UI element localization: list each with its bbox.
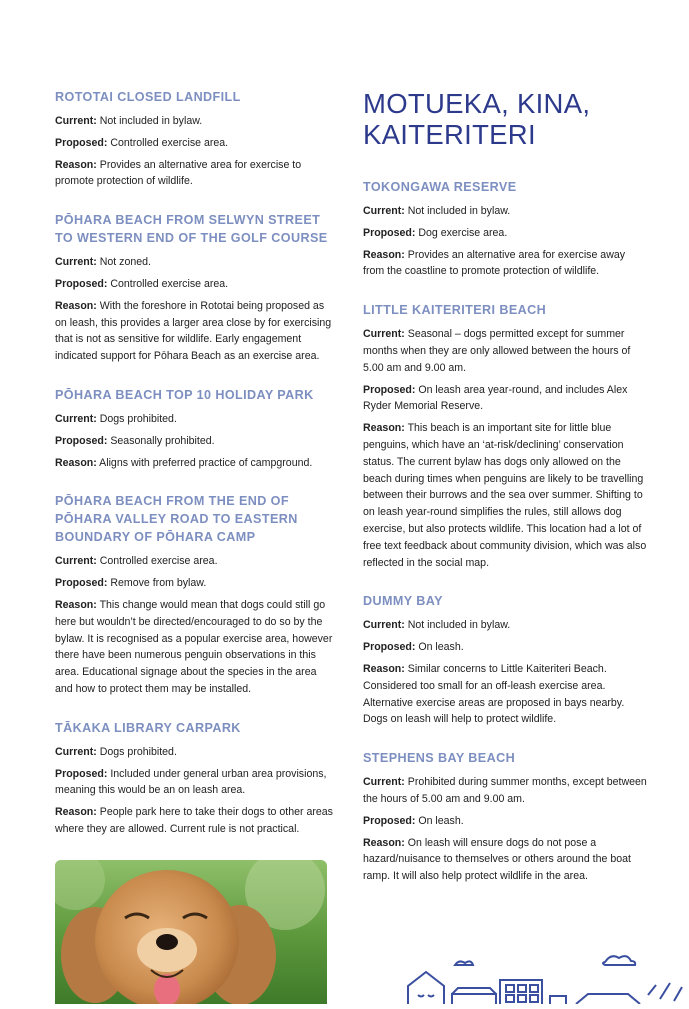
section-heading-line: PŌHARA BEACH FROM THE END OF [55,494,289,509]
section-heading [55,492,333,546]
left-sections [55,88,333,838]
reason-line [55,597,333,698]
section [55,386,333,471]
reason-value: People park here to take their dogs to other areas where they are allowed. Current rule is not practical. [55,806,333,835]
reason-value: Similar concerns to Little Kaiteriteri Beach. Considered too small for an off-leash exercise area. Alternative exercise areas are proposed in bays nearby. Dogs on leash will help to protect wildlife. [363,662,625,726]
current-line [363,326,648,376]
proposed-line [55,766,333,800]
section-heading-line: PŌHARA VALLEY ROAD TO EASTERN [55,512,298,527]
proposed-label: Proposed: [363,226,416,239]
section [55,211,333,365]
section-heading [363,178,648,196]
proposed-value: Controlled exercise area. [110,136,229,149]
reason-value: Provides an alternative area for exercise away from the coastline to promote protection of wildlife. [363,248,626,278]
section-heading-line: TĀKAKA LIBRARY CARPARK [55,720,241,735]
proposed-label: Proposed: [55,434,108,447]
reason-label: Reason: [55,806,97,819]
section [363,301,648,571]
section-heading-line: TO WESTERN END OF THE GOLF COURSE [55,231,328,246]
section-heading [55,719,333,737]
proposed-label: Proposed: [55,767,108,780]
section [55,492,333,697]
current-value: Dogs prohibited. [99,412,177,425]
section [55,719,333,838]
current-label: Current: [55,412,97,425]
current-line [363,617,648,634]
trees-icon [648,983,682,1001]
current-value: Controlled exercise area. [99,555,218,568]
proposed-line [363,382,648,416]
boat-icon [576,994,640,1004]
house-icon [408,972,444,1004]
current-value: Not included in bylaw. [407,205,511,217]
section-heading-line: ROTOTAI CLOSED LANDFILL [55,90,241,104]
reason-label: Reason: [55,158,97,171]
reason-line [55,804,333,838]
current-value: Prohibited during summer months, except between the hours of 5.00 am and 9.00 am. [363,776,647,805]
current-label: Current: [363,205,405,217]
proposed-line [55,135,333,152]
reason-label: Reason: [55,598,97,611]
section [363,178,648,280]
reason-label: Reason: [55,299,97,312]
section-heading [55,211,333,247]
current-value: Not zoned. [99,256,151,269]
proposed-label: Proposed: [363,383,416,396]
proposed-value: Included under general urban area provisions, meaning this would be an on leash area. [55,767,327,797]
proposed-label: Proposed: [55,277,108,290]
right-column [363,88,648,906]
page-title-line-1: MOTUEKA, KINA, [363,88,591,119]
awning-icon [452,988,496,1004]
proposed-label: Proposed: [363,814,416,827]
section-heading [363,301,648,319]
proposed-line [55,276,333,293]
proposed-value: Seasonally prohibited. [110,434,215,447]
proposed-value: On leash. [418,814,464,827]
reason-label: Reason: [363,662,405,675]
reason-line [363,835,648,885]
reason-label: Reason: [55,456,97,469]
section-heading-line: DUMMY BAY [363,594,443,609]
proposed-label: Proposed: [55,577,108,590]
reason-line [55,157,333,191]
section [55,88,333,190]
current-line [55,411,333,428]
puppy-photo [55,860,327,1004]
section-heading-line: PŌHARA BEACH FROM SELWYN STREET [55,213,321,228]
cloud-icon-small [455,961,473,965]
current-label: Current: [55,745,97,758]
proposed-line [363,225,648,242]
current-line [363,203,648,220]
section-heading-line: STEPHENS BAY BEACH [363,751,516,766]
current-line [55,254,333,271]
proposed-value: Remove from bylaw. [110,577,207,590]
section-heading [363,749,648,767]
reason-value: With the foreshore in Rototai being proposed as on leash, this provides a larger area close by for exercising that is not as sensitive for wildlife. Early engagement indicated support for Pōhara Beach as an exercise area. [55,299,332,363]
reason-label: Reason: [363,836,405,849]
right-sections [363,178,648,885]
current-value: Seasonal – dogs permitted except for summer months when they are only allowed between the hours of 5.00 am and 9.00 am. [363,328,631,374]
proposed-line [55,575,333,592]
section-heading-line: LITTLE KAITERITERI BEACH [363,303,547,318]
proposed-value: On leash. [418,641,464,654]
page-title [363,88,648,150]
current-label: Current: [55,256,97,269]
proposed-value: Controlled exercise area. [110,277,229,290]
section-heading [363,592,648,610]
current-value: Not included in bylaw. [407,619,511,632]
cloud-icon [603,956,635,965]
section-heading-line: PŌHARA BEACH TOP 10 HOLIDAY PARK [55,387,314,402]
reason-line [363,247,648,281]
reason-value: Aligns with preferred practice of campground. [99,456,313,469]
reason-line [363,661,648,728]
section-heading-line: BOUNDARY OF PŌHARA CAMP [55,530,256,545]
current-label: Current: [55,555,97,568]
current-line [55,113,333,130]
reason-value: On leash will ensure dogs do not pose a hazard/nuisance to themselves or others around the boat ramp. It will also help protect wildlife in the area. [363,836,631,883]
page-title-line-2: KAITERITERI [363,119,536,150]
reason-label: Reason: [363,248,405,261]
section [363,592,648,728]
reason-value: Provides an alternative area for exercise to promote protection of wildlife. [55,158,302,188]
proposed-line [363,813,648,830]
current-line [363,774,648,808]
current-value: Not included in bylaw. [99,115,203,127]
proposed-line [363,639,648,656]
reason-value: This beach is an important site for little blue penguins, which have an ‘at-risk/declining’ conservation status. The current bylaw has dogs only allowed on the beach during times when penguins are likely to be travelling between their burrows and the sea over summer. Shifting to on leash year-round simplifies the rules, still allows dog exercise, but also protects wildlife. This location had a lot of free text feedback about community division, which was also reflected in the social map. [363,422,647,569]
left-column [55,88,333,859]
reason-line [55,455,333,472]
proposed-label: Proposed: [55,136,108,149]
town-illustration [400,945,689,1004]
proposed-label: Proposed: [363,641,416,654]
reason-line [55,298,333,365]
section [363,749,648,885]
reason-value: This change would mean that dogs could still go here but wouldn’t be directed/encouraged to do so by the bylaw. It is recognised as a popular exercise area, however there have been numerous penguin observations in this area. Educational signage about the species in the area and how to protect them may be installed. [55,598,333,695]
reason-label: Reason: [363,422,405,435]
current-line [55,744,333,761]
current-label: Current: [363,776,405,789]
section-heading [55,88,333,106]
proposed-value: On leash area year-round, and includes Alex Ryder Memorial Reserve. [363,383,628,413]
proposed-value: Dog exercise area. [418,226,508,239]
current-label: Current: [363,619,405,632]
current-label: Current: [55,115,97,127]
section-heading [55,386,333,404]
proposed-line [55,433,333,450]
current-value: Dogs prohibited. [99,745,177,758]
section-heading-line: TOKONGAWA RESERVE [363,180,517,194]
current-line [55,553,333,570]
reason-line [363,420,648,571]
current-label: Current: [363,328,405,341]
